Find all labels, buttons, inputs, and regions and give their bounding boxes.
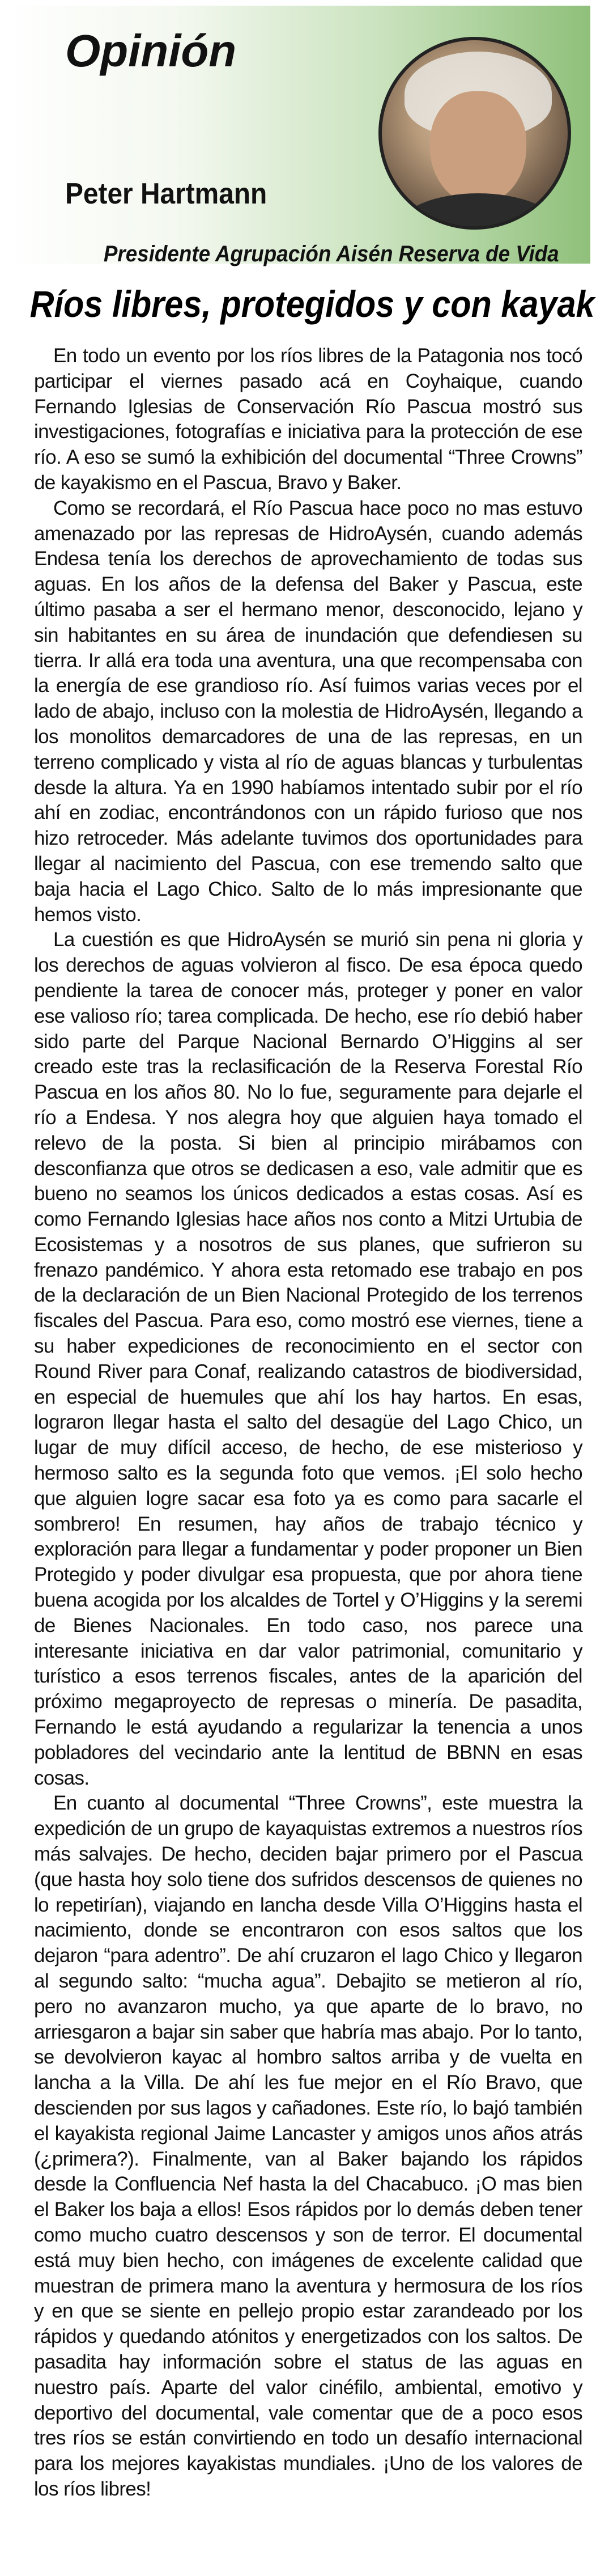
author-photo [378,37,571,230]
author-photo-face [430,91,526,205]
article-paragraph-4: En cuanto al documental “Three Crowns”, este muestra la expedición de un grupo de kayaquistas extremos a nuestros ríos más salvajes. De hecho, deciden bajar primero por el Pascua (que hasta hoy solo tiene dos sufridos descensos de quienes no lo repetirían), viajando en lancha desde Villa O’Higgins hasta el nacimiento, donde se encontraron con esos saltos que los dejaron “para adentro”. De ahí cruzaron el lago Chico y llegaron al segundo salto: “mucha agua”. Debajito se metieron al río, pero no avanzaron mucho, ya que aparte de lo bravo, no arriesgaron a bajar sin saber que habría mas abajo. Por lo tanto, se devolvieron kayac al hombro saltos arriba y de vuelta en lancha a la Villa. De ahí les fue mejor en el Río Bravo, que descienden por sus lagos y cañadones. Este río, lo bajó también el kayakista regional Jaime Lancaster y amigos unos años atrás (¿primera?). Finalmente, van al Baker bajando los rápidos desde la Confluencia Nef hasta la del Chacabuco. ¡O mas bien el Baker los baja a ellos! Esos rápidos por lo demás deben tener como mucho cuatro descensos y son de terror. El documental está muy bien hecho, con imágenes de excelente calidad que muestran de primera mano la aventura y hermosura de los ríos y en que se siente en pellejo propio estar zarandeado por los rápidos y quedando atónitos y energetizados con los saltos. De pasadita hay información sobre el status de las aguas en nuestro país. Aparte del valor cinéfilo, ambiental, emotivo y deportivo del documental, vale comentar que de a poco esos tres ríos se están convirtiendo en todo un desafío internacional para los mejores kayakistas mundiales. ¡Uno de los valores de los ríos libres! [34,1792,582,2500]
author-name: Peter Hartmann [65,177,267,210]
column-header [6,6,590,264]
article-body [34,344,582,2502]
section-label: Opinión [65,26,237,76]
article-title: Ríos libres, protegidos y con kayak [29,283,595,325]
author-role: Presidente Agrupación Aisén Reserva de Vida [104,242,559,266]
article-paragraph-3: La cuestión es que HidroAysén se murió sin pena ni gloria y los derechos de aguas volvieron al fisco. De esa época quedo pendiente la tarea de conocer más, proteger y poner en valor ese valioso río; tarea complicada. De hecho, ese río debió haber sido parte del Parque Nacional Bernardo O’Higgins al ser creado este tras la reclasificación de la Reserva Forestal Río Pascua en los años 80. No lo fue, seguramente para dejarle el río a Endesa. Y nos alegra hoy que alguien haya tomado el relevo de la posta. Si bien al principio mirábamos con desconfianza que otros se dedicasen a eso, vale admitir que es bueno no seamos los únicos dedicados a estas cosas. Así es como Fernando Iglesias hace años nos conto a Mitzi Urtubia de Ecosistemas y a nosotros de sus planes, que sufrieron su frenazo pandémico. Y ahora esta retomado ese trabajo en pos de la declaración de un Bien Nacional Protegido de los terrenos fiscales del Pascua. Para eso, como mostró ese viernes, tiene a su haber expediciones de reconocimiento en el sector con Round River para Conaf, realizando catastros de biodiversidad, en especial de huemules que ahí los hay hartos. En esas, lograron llegar hasta el salto del desagüe del Lago Chico, un lugar de muy difícil acceso, de hecho, de ese misterioso y hermoso salto es la segunda foto que vemos. ¡El solo hecho que alguien logre sacar esa foto ya es como para sacarle el sombrero! En resumen, hay años de trabajo técnico y exploración para llegar a fundamentar y poder proponer un Bien Protegido y poder divulgar esa propuesta, que por ahora tiene buena acogida por los alcaldes de Tortel y O’Higgins y la seremi de Bienes Nacionales. En todo caso, nos parece una interesante iniciativa en dar valor patrimonial, comunitario y turístico a esos terrenos fiscales, antes de la aparición del próximo megaproyecto de represas o minería. De pasadita, Fernando le está ayudando a regularizar la tenencia a unos pobladores del vecindario ante la lentitud de BBNN en esas cosas. [34,929,582,1789]
article-paragraph-1: En todo un evento por los ríos libres de la Patagonia nos tocó participar el viernes pasado acá en Coyhaique, cuando Fernando Iglesias de Conservación Río Pascua mostró sus investigaciones, fotografías e iniciativa para la protección de ese río. A eso se sumó la exhibición del documental “Three Crowns” de kayakismo en el Pascua, Bravo y Baker. [34,345,582,494]
author-photo-shirt [399,193,557,230]
article-paragraph-2: Como se recordará, el Río Pascua hace poco no mas estuvo amenazado por las represas de HidroAysén, cuando además Endesa tenía los derechos de aprovechamiento de todas sus aguas. En los años de la defensa del Baker y Pascua, este último pasaba a ser el hermano menor, desconocido, lejano y sin habitantes en su área de inundación que defendiesen su tierra. Ir allá era toda una aventura, una que recompensaba con la energía de ese grandioso río. Así fuimos varias veces por el lado de abajo, incluso con la molestia de HidroAysén, llegando a los monolitos demarcadores de una de las represas, en un terreno complicado y vista al río de aguas blancas y turbulentas desde la altura. Ya en 1990 habíamos intentado subir por el río ahí en zodiac, encontrándonos con un rápido furioso que nos hizo retroceder. Más adelante tuvimos dos oportunidades para llegar al nacimiento del Pascua, con ese tremendo salto que baja hacia el Lago Chico. Salto de lo más impresionante que hemos visto. [34,497,582,926]
